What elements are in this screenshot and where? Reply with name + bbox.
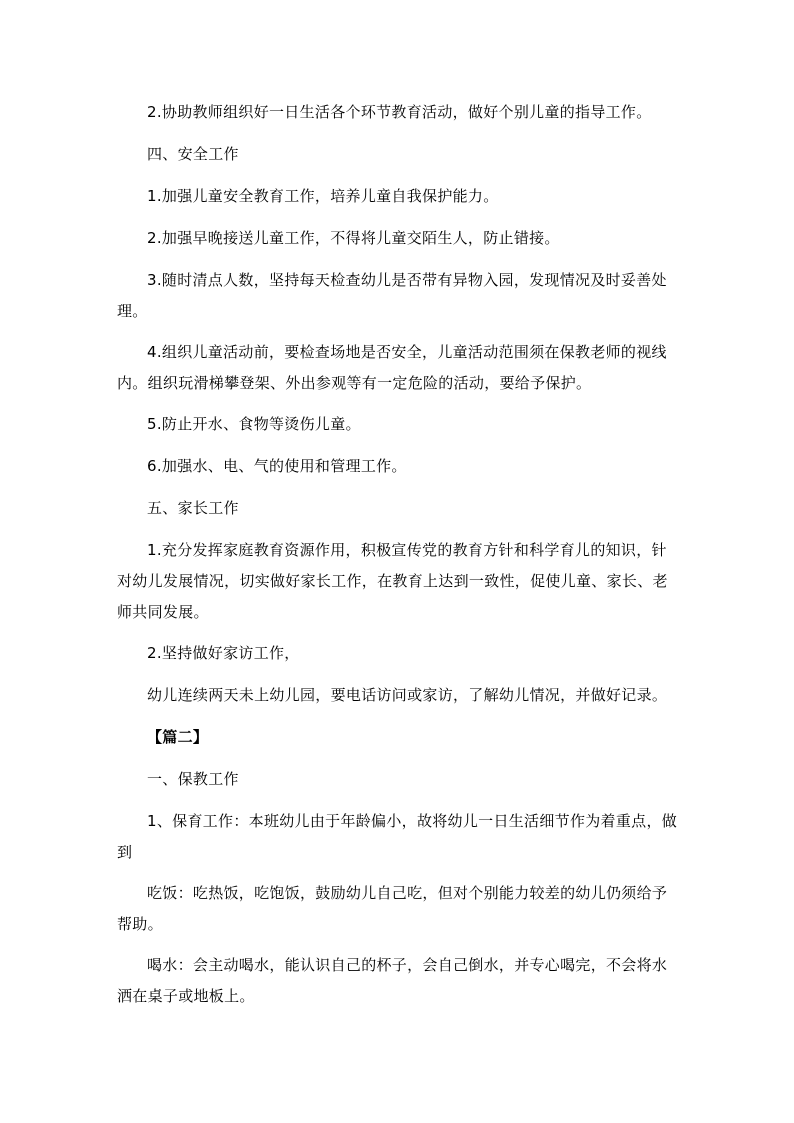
paragraph-11: 2.坚持做好家访工作， <box>147 644 300 662</box>
chapter-heading: 【篇二】 <box>147 728 209 746</box>
paragraph-6: 4.组织儿童活动前，要检查场地是否安全，儿童活动范围须在保教老师的视线内。组织玩滑梯攀登架、外出参观等有一定危险的活动，要给予保护。 <box>117 343 667 392</box>
paragraph-10: 1.充分发挥家庭教育资源作用，积极宣传党的教育方针和科学育儿的知识，针对幼儿发展情况，切实做好家长工作，在教育上达到一致性，促使儿童、家长、老师共同发展。 <box>117 541 668 621</box>
paragraph-12: 幼儿连续两天未上幼儿园，要电话访问或家访，了解幼儿情况，并做好记录。 <box>147 686 668 704</box>
section-heading-parents: 五、家长工作 <box>147 499 239 517</box>
paragraph-1: 2.协助教师组织好一日生活各个环节教育活动，做好个别儿童的指导工作。 <box>147 103 652 121</box>
paragraph-5: 3.随时清点人数，坚持每天检查幼儿是否带有异物入园，发现情况及时妥善处理。 <box>117 271 667 320</box>
document-page <box>117 97 682 1022</box>
paragraph-16: 吃饭：吃热饭，吃饱饭，鼓励幼儿自己吃，但对个别能力较差的幼儿仍须给予帮助。 <box>117 884 668 933</box>
paragraph-7: 5.防止开水、食物等烫伤儿童。 <box>147 415 361 433</box>
paragraph-15: 1、保育工作：本班幼儿由于年龄偏小，故将幼儿一日生活细节作为着重点，做到 <box>117 812 678 861</box>
paragraph-17: 喝水：会主动喝水，能认识自己的杯子，会自己倒水，并专心喝完，不会将水洒在桌子或地板上。 <box>117 956 668 1005</box>
section-heading-care: 一、保教工作 <box>147 770 239 788</box>
paragraph-3: 1.加强儿童安全教育工作，培养儿童自我保护能力。 <box>147 187 499 205</box>
section-heading-safety: 四、安全工作 <box>147 145 239 163</box>
paragraph-4: 2.加强早晚接送儿童工作，不得将儿童交陌生人，防止错接。 <box>147 229 560 247</box>
paragraph-8: 6.加强水、电、气的使用和管理工作。 <box>147 457 407 475</box>
